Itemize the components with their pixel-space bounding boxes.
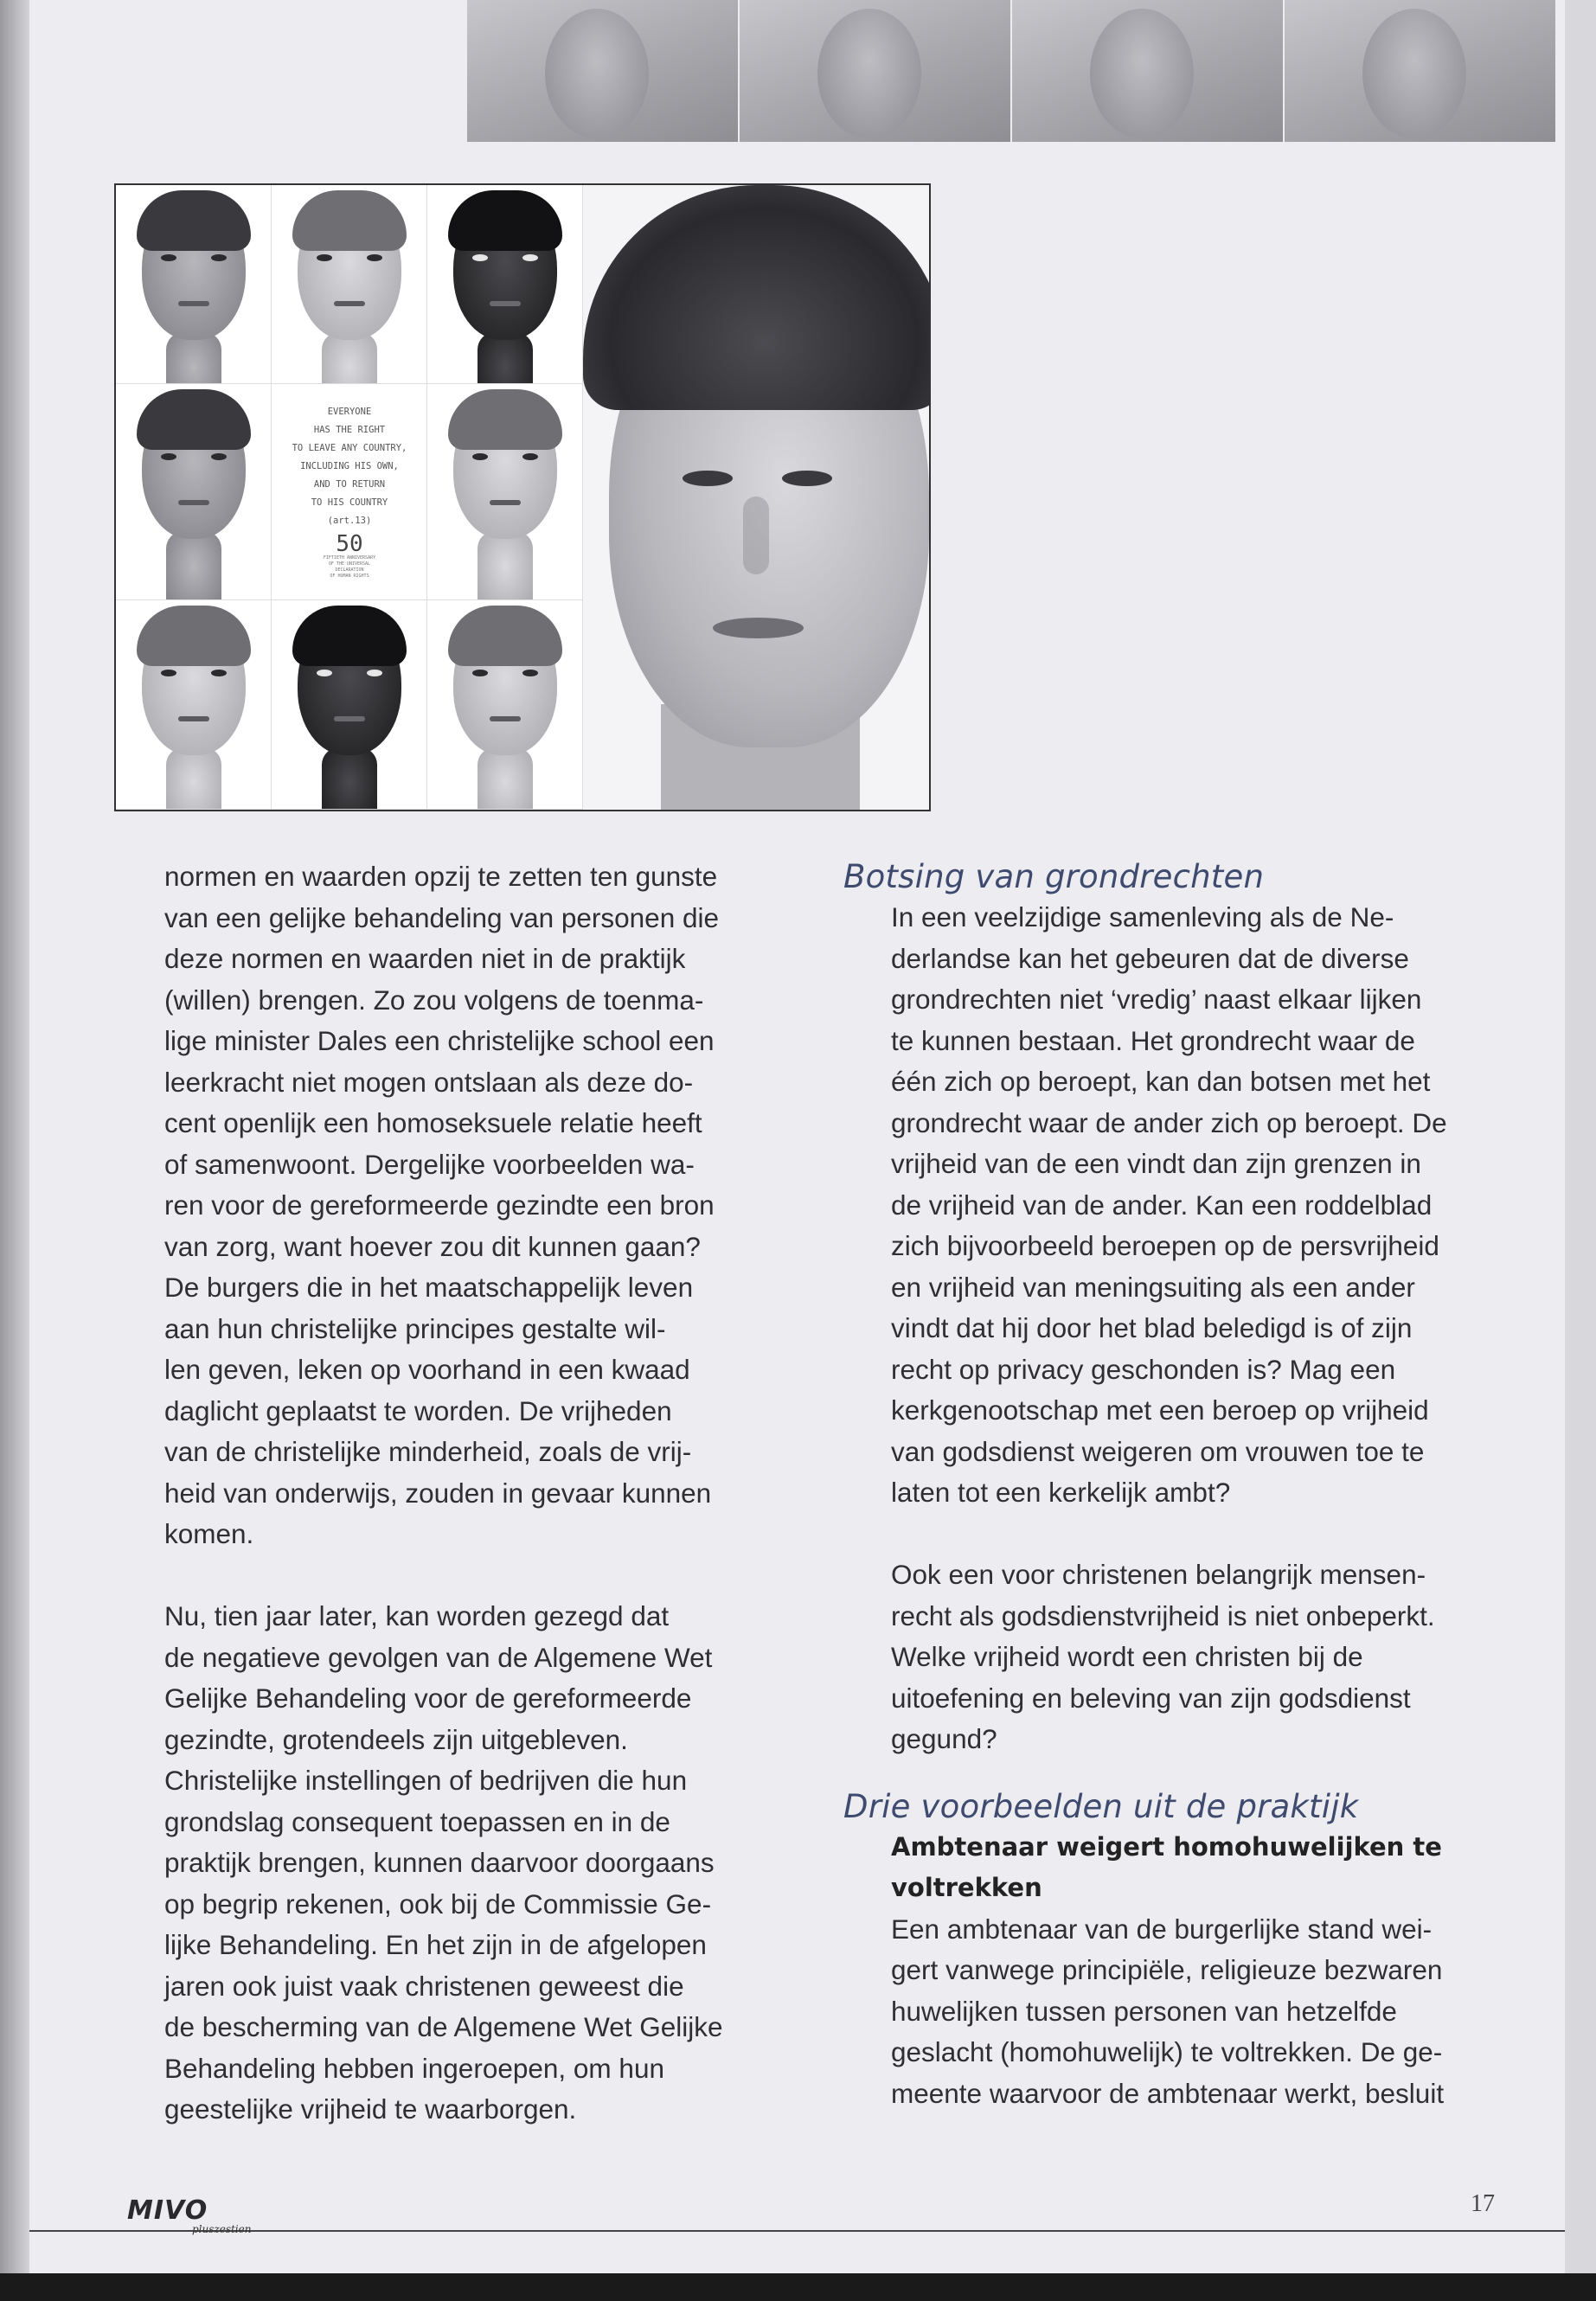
strip-photo [740, 0, 1012, 142]
left-text-column [164, 856, 796, 2131]
paragraph: Nu, tien jaar later, kan worden gezegd dat de negatieve gevolgen van de Algemene Wet Gelijke Behandeling voor de gereformeerde gezindte, grotendeels zijn uitgebleven. Christelijke instellingen of bedrijven die hun grondslag consequent toepassen en in de praktijk brengen, kunnen daarvoor doorgaans op begrip rekenen, ook bij de Commissie Ge- lijke Behandeling. En het zijn in de afgelopen jaren ook juist vaak christenen geweest die de bescherming van de Algemene Wet Gelijke Behandeling hebben ingeroepen, om hun geestelijke vrijheid te waarborgen. [164, 1600, 723, 2125]
right-text-column [843, 856, 1527, 2114]
footer-brand: MIVO [127, 2195, 208, 2226]
poster-line: EVERYONE [327, 407, 372, 417]
portrait [427, 384, 583, 600]
portrait [272, 600, 427, 810]
poster-small-line: FIFTIETH ANNIVERSARY [323, 555, 376, 561]
page-gutter-shadow [0, 0, 29, 2301]
poster-slogan [272, 384, 427, 600]
footer-brand-sub: pluszestien [192, 2223, 252, 2235]
strip-photo [1285, 0, 1557, 142]
poster-line: INCLUDING HIS OWN, [300, 461, 399, 471]
portrait [116, 185, 272, 384]
section-heading: Drie voorbeelden uit de praktijk [843, 1787, 1359, 1825]
subheading: Ambtenaar weigert homohuwelijken te voltrekken [891, 1831, 1442, 1902]
footer-rule [29, 2230, 1565, 2232]
paragraph: normen en waarden opzij te zetten ten gunste van een gelijke behandeling van personen die deze normen en waarden niet in de praktijk (willen) brengen. Zo zou volgens de toenma- lige minister Dales een christelijke school een leerkracht niet mogen ontslaan als deze do- cent openlijk een homoseksuele relatie heeft of samenwoont. Dergelijke voorbeelden wa- ren voor de gereformeerde gezindte een bron van zorg, want hoever zou dit kunnen gaan? De burgers die in het maatschappelijk leven aan hun christelijke principes gestalte wil- len geven, leken op voorhand in een kwaad daglicht geplaatst te worden. De vrijheden van de christelijke minderheid, zoals de vrij- heid van onderwijs, zouden in gevaar kunnen komen. [164, 861, 719, 1549]
human-rights-poster-image [114, 183, 931, 811]
portrait [116, 384, 272, 600]
paragraph: In een veelzijdige samenleving als de Ne- derlandse kan het gebeuren dat de diverse grondrechten niet ‘vredig’ naast elkaar lijken te kunnen bestaan. Het grondrecht waar de één zich op beroept, kan dan botsen met het grondrecht waar de ander zich op beroept. De vrijheid van de een vindt dan zijn grenzen in de vrijheid van de ander. Kan een roddelblad zich bijvoorbeeld beroepen op de persvrijheid en vrijheid van meningsuiting als een ander vindt dat hij door het blad beledigd is of zijn recht op privacy geschonden is? Mag een kerkgenootschap met een beroep op vrijheid van godsdienst weigeren om vrouwen toe te laten tot een kerkelijk ambt? [891, 901, 1447, 1508]
poster-line: TO LEAVE ANY COUNTRY, [292, 443, 407, 453]
poster-line: (art.13) [327, 516, 372, 526]
portrait [427, 600, 583, 810]
poster-line: TO HIS COUNTRY [311, 497, 388, 508]
section-heading: Botsing van grondrechten [843, 858, 1265, 895]
portrait [272, 185, 427, 384]
page-number: 17 [1471, 2190, 1495, 2217]
portrait [427, 185, 583, 384]
large-portrait [583, 185, 929, 810]
portrait [116, 600, 272, 810]
anniversary-logo-icon: 50 [336, 531, 363, 557]
paragraph: Een ambtenaar van de burgerlijke stand wei- gert vanwege principiële, religieuze bezwaren huwelijken tussen personen van hetzelfde geslacht (homohuwelijk) te voltrekken. De ge- meente waarvoor de ambtenaar werkt, besluit [891, 1913, 1445, 2109]
poster-line: AND TO RETURN [313, 479, 386, 490]
strip-photo [1012, 0, 1285, 142]
poster-line: HAS THE RIGHT [313, 425, 386, 435]
paragraph: Ook een voor christenen belangrijk mensen- recht als godsdienstvrijheid is niet onbeperkt. Welke vrijheid wordt een christen bij de uitoefening en beleving van zijn godsdienst gegund? [891, 1559, 1435, 1754]
strip-photo [467, 0, 740, 142]
scan-bottom-edge [0, 2273, 1596, 2301]
poster-small-line: DECLARATION [335, 567, 364, 573]
poster-small-line: OF THE UNIVERSAL [328, 561, 371, 567]
poster-small-line: OF HUMAN RIGHTS [330, 574, 369, 579]
top-photo-strip [467, 0, 1557, 142]
